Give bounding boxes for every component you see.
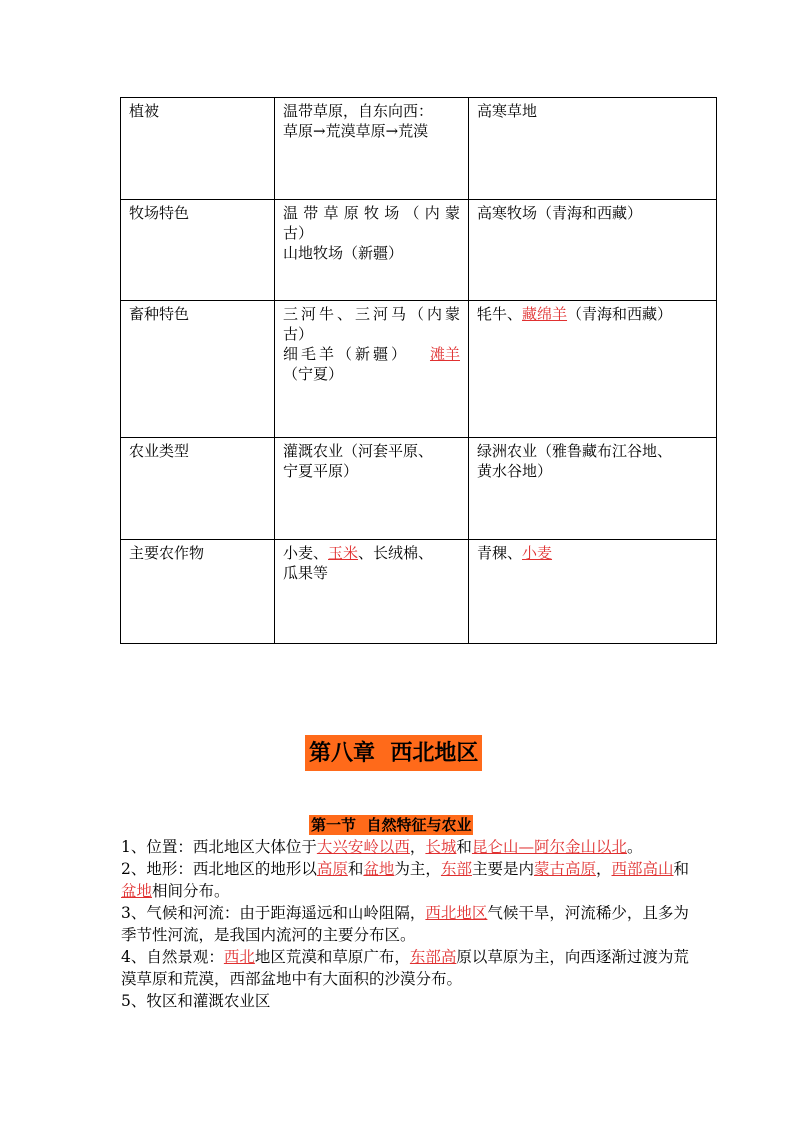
row-label: 畜种特色: [129, 305, 190, 323]
text: 和: [673, 860, 690, 878]
highlight-text: 盆地: [121, 882, 153, 900]
cell-text: 青稞、: [477, 544, 523, 562]
table-cell: [275, 540, 469, 644]
table-row: [121, 98, 717, 200]
paragraph-agriculture: [121, 990, 691, 1012]
text: 2、地形：西北地区的地形以: [121, 860, 317, 878]
cell-text: 古）: [283, 224, 314, 242]
text: 地区荒漠和草原广布，: [254, 948, 410, 966]
highlight-text: 蒙古高原: [533, 860, 596, 878]
text: ，: [409, 838, 426, 856]
cell-text: 温带草原，自东向西：: [283, 102, 434, 120]
cell-text: 细毛羊（新疆）: [283, 345, 410, 363]
table-row: [121, 200, 717, 301]
highlight-text: 西北: [223, 948, 255, 966]
highlight-text: 长城: [425, 838, 457, 856]
cell-text: 黄水谷地）: [477, 462, 553, 480]
highlight-text: 高原: [316, 860, 348, 878]
table-cell: [275, 200, 469, 301]
paragraph-terrain: [121, 858, 691, 902]
highlight-text: 藏绵羊: [522, 305, 568, 323]
table-row: [121, 540, 717, 644]
cell-text: 高寒牧场（青海和西藏）: [477, 204, 643, 222]
paragraph-landscape: [121, 946, 691, 990]
text: 相间分布。: [152, 882, 230, 900]
table-row: [121, 438, 717, 540]
table-cell: [469, 200, 717, 301]
cell-text: 牦牛、: [477, 305, 523, 323]
table-cell-label: [121, 438, 275, 540]
highlight-text: 东部高: [409, 948, 457, 966]
text: 为主，: [394, 860, 441, 878]
cell-text: 三河牛、三河马（内蒙: [283, 305, 460, 323]
cell-text: 草原→荒漠草原→荒漠: [283, 122, 429, 140]
text: 主要是内: [471, 860, 534, 878]
text: 和: [456, 838, 472, 856]
text: 气候干旱，河流稀少，且多为季节性河流，是我国内流河的主要分布区。: [121, 904, 689, 944]
text: 3、气候和河流：由于距海遥远和山岭阻隔，: [121, 904, 426, 922]
text: 。: [626, 838, 643, 856]
highlight-text: 小麦: [522, 544, 553, 562]
text: 4、自然景观：: [121, 948, 224, 966]
cell-text: （宁夏）: [283, 365, 344, 383]
cell-text: 灌溉农业（河套平原、: [283, 442, 434, 460]
table-cell: [469, 98, 717, 200]
cell-line: [283, 344, 460, 364]
body-text: [121, 836, 691, 1012]
text: 和: [347, 860, 364, 878]
table-cell-label: [121, 540, 275, 644]
cell-text: 温带草原牧场（内蒙: [283, 204, 460, 222]
cell-text: 宁夏平原）: [283, 462, 359, 480]
table-cell: [275, 98, 469, 200]
text: 1、位置：西北地区大体位于: [121, 838, 317, 856]
row-label: 植被: [129, 102, 160, 120]
highlight-text: 玉米: [328, 544, 359, 562]
row-label: 农业类型: [129, 442, 190, 460]
table-cell: [275, 438, 469, 540]
text: 5、牧区和灌溉农业区: [121, 992, 271, 1010]
table-cell: [469, 540, 717, 644]
highlight-text: 东部: [440, 860, 472, 878]
paragraph-climate: [121, 902, 691, 946]
cell-text: （青海和西藏）: [567, 305, 673, 323]
table-cell-label: [121, 98, 275, 200]
highlight-text: 西北地区: [425, 904, 488, 922]
cell-text: 绿洲农业（雅鲁藏布江谷地、: [477, 442, 673, 460]
chapter-title: 第八章 西北地区: [305, 735, 482, 771]
pastoral-comparison-table: [120, 97, 717, 644]
section-title: 第一节 自然特征与农业: [311, 816, 472, 834]
row-label: 牧场特色: [129, 204, 190, 222]
table-cell-label: [121, 200, 275, 301]
table-cell: [469, 438, 717, 540]
table-cell: [469, 301, 717, 438]
cell-text: 小麦、: [283, 544, 329, 562]
highlight-text: 大兴安岭以西: [316, 838, 410, 856]
text: 原以草原为主，向西逐渐过渡为荒漠草原和荒漠，西部盆地中有大面积的沙漠分布。: [121, 948, 689, 988]
table-row: [121, 301, 717, 438]
cell-text: 高寒草地: [477, 102, 538, 120]
cell-text: 、长绒棉、: [358, 544, 434, 562]
highlight-text: 昆仑山—阿尔金山以北: [471, 838, 627, 856]
table-cell-label: [121, 301, 275, 438]
paragraph-location: [121, 836, 691, 858]
highlight-text: 盆地: [363, 860, 395, 878]
cell-text: 瓜果等: [283, 564, 329, 582]
highlight-text: 西部高山: [611, 860, 674, 878]
table-cell: [275, 301, 469, 438]
highlight-text: 滩羊: [429, 345, 460, 363]
cell-text: 古）: [283, 325, 314, 343]
row-label: 主要农作物: [129, 544, 205, 562]
text: ，: [595, 860, 612, 878]
cell-text: 山地牧场（新疆）: [283, 244, 404, 262]
